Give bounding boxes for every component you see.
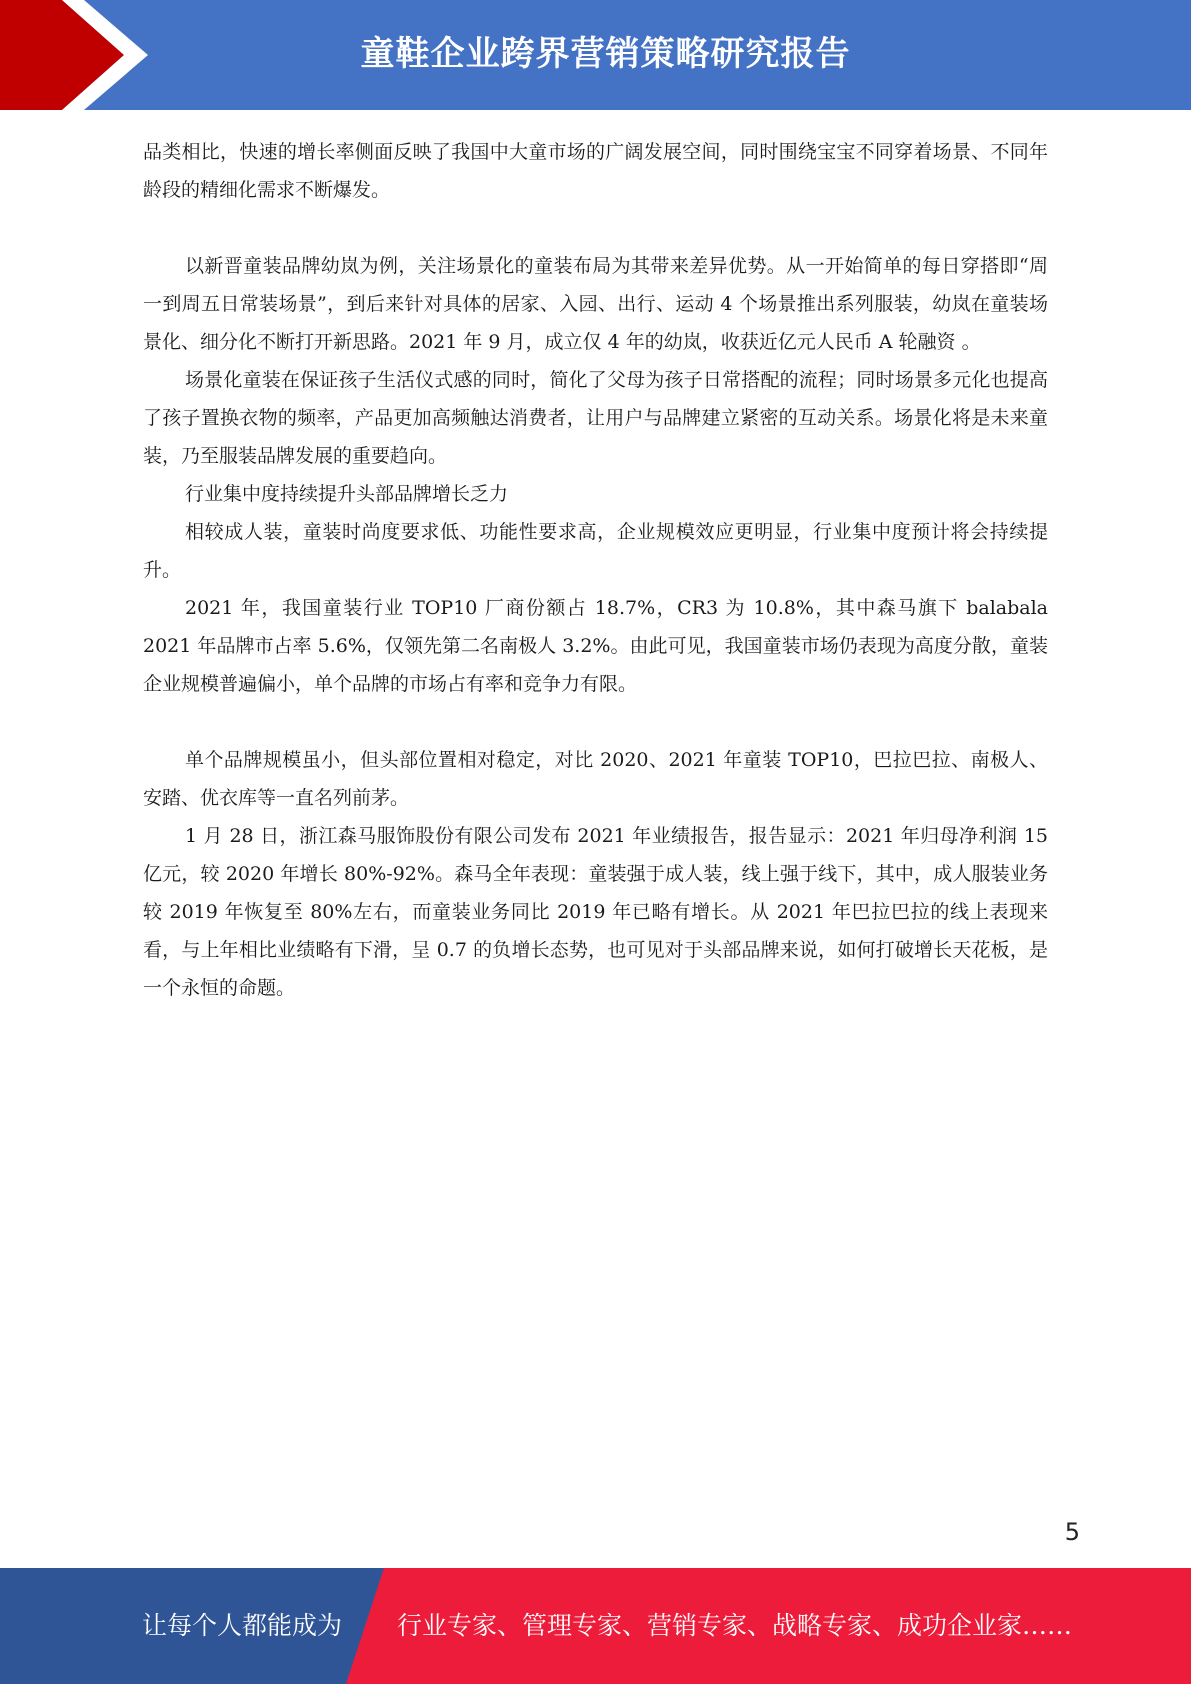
footer-slogan-right: 行业专家、管理专家、营销专家、战略专家、成功企业家…… (397, 1611, 1073, 1640)
section-heading: 行业集中度持续提升头部品牌增长乏力 (185, 483, 509, 505)
paragraph-market-share: 2021 年，我国童装行业 TOP10 厂商份额占 18.7%，CR3 为 10.8%，其中森马旗下 balabala 2021 年品牌市占率 5.6%，仅领先第二名南极人 3.2%。由此可见，我国童装市场仍表现为高度分散，童装企业规模普遍偏小，单个品牌的市场占有率和竞争力有限。 (143, 597, 1048, 695)
paragraph-spacer (143, 209, 1048, 247)
page-number: 5 (1064, 1518, 1080, 1546)
footer-slogan-left: 让每个人都能成为 (142, 1611, 343, 1640)
page-footer (0, 1568, 1191, 1684)
paragraph-spacer (143, 703, 1048, 741)
paragraph-semir-results: 1 月 28 日，浙江森马服饰股份有限公司发布 2021 年业绩报告，报告显示：2021 年归母净利润 15 亿元，较 2020 年增长 80%-92%。森马全年表现：童装强于成人装，线上强于线下，其中，成人服装业务较 2019 年恢复至 80%左右，而童装业务同比 2019 年已略有增长。从 2021 年巴拉巴拉的线上表现来看，与上年相比业绩略有下滑，呈 0.7 的负增长态势，也可见对于头部品牌来说，如何打破增长天花板，是一个永恒的命题。 (143, 825, 1048, 999)
paragraph-scenario-clothing: 场景化童装在保证孩子生活仪式感的同时，简化了父母为孩子日常搭配的流程；同时场景多元化也提高了孩子置换衣物的频率，产品更加高频触达消费者，让用户与品牌建立紧密的互动关系。场景化将是未来童装，乃至服装品牌发展的重要趋向。 (143, 369, 1048, 467)
page-header (0, 0, 1191, 110)
paragraph-top-brands: 单个品牌规模虽小，但头部位置相对稳定，对比 2020、2021 年童装 TOP10，巴拉巴拉、南极人、安踏、优衣库等一直名列前茅。 (143, 749, 1048, 809)
paragraph-youlan-example: 以新晋童装品牌幼岚为例，关注场景化的童装布局为其带来差异优势。从一开始简单的每日穿搭即“周一到周五日常装场景”，到后来针对具体的居家、入园、出行、运动 4 个场景推出系列服装，幼岚在童装场景化、细分化不断打开新思路。2021 年 9 月，成立仅 4 年的幼岚，收获近亿元人民币 A 轮融资 。 (143, 255, 1048, 353)
report-body (143, 133, 1048, 1007)
report-title: 童鞋企业跨界营销策略研究报告 (360, 34, 851, 74)
paragraph-continuation: 品类相比，快速的增长率侧面反映了我国中大童市场的广阔发展空间，同时围绕宝宝不同穿着场景、不同年龄段的精细化需求不断爆发。 (143, 141, 1048, 201)
paragraph-concentration: 相较成人装，童装时尚度要求低、功能性要求高，企业规模效应更明显，行业集中度预计将会持续提升。 (143, 521, 1048, 581)
